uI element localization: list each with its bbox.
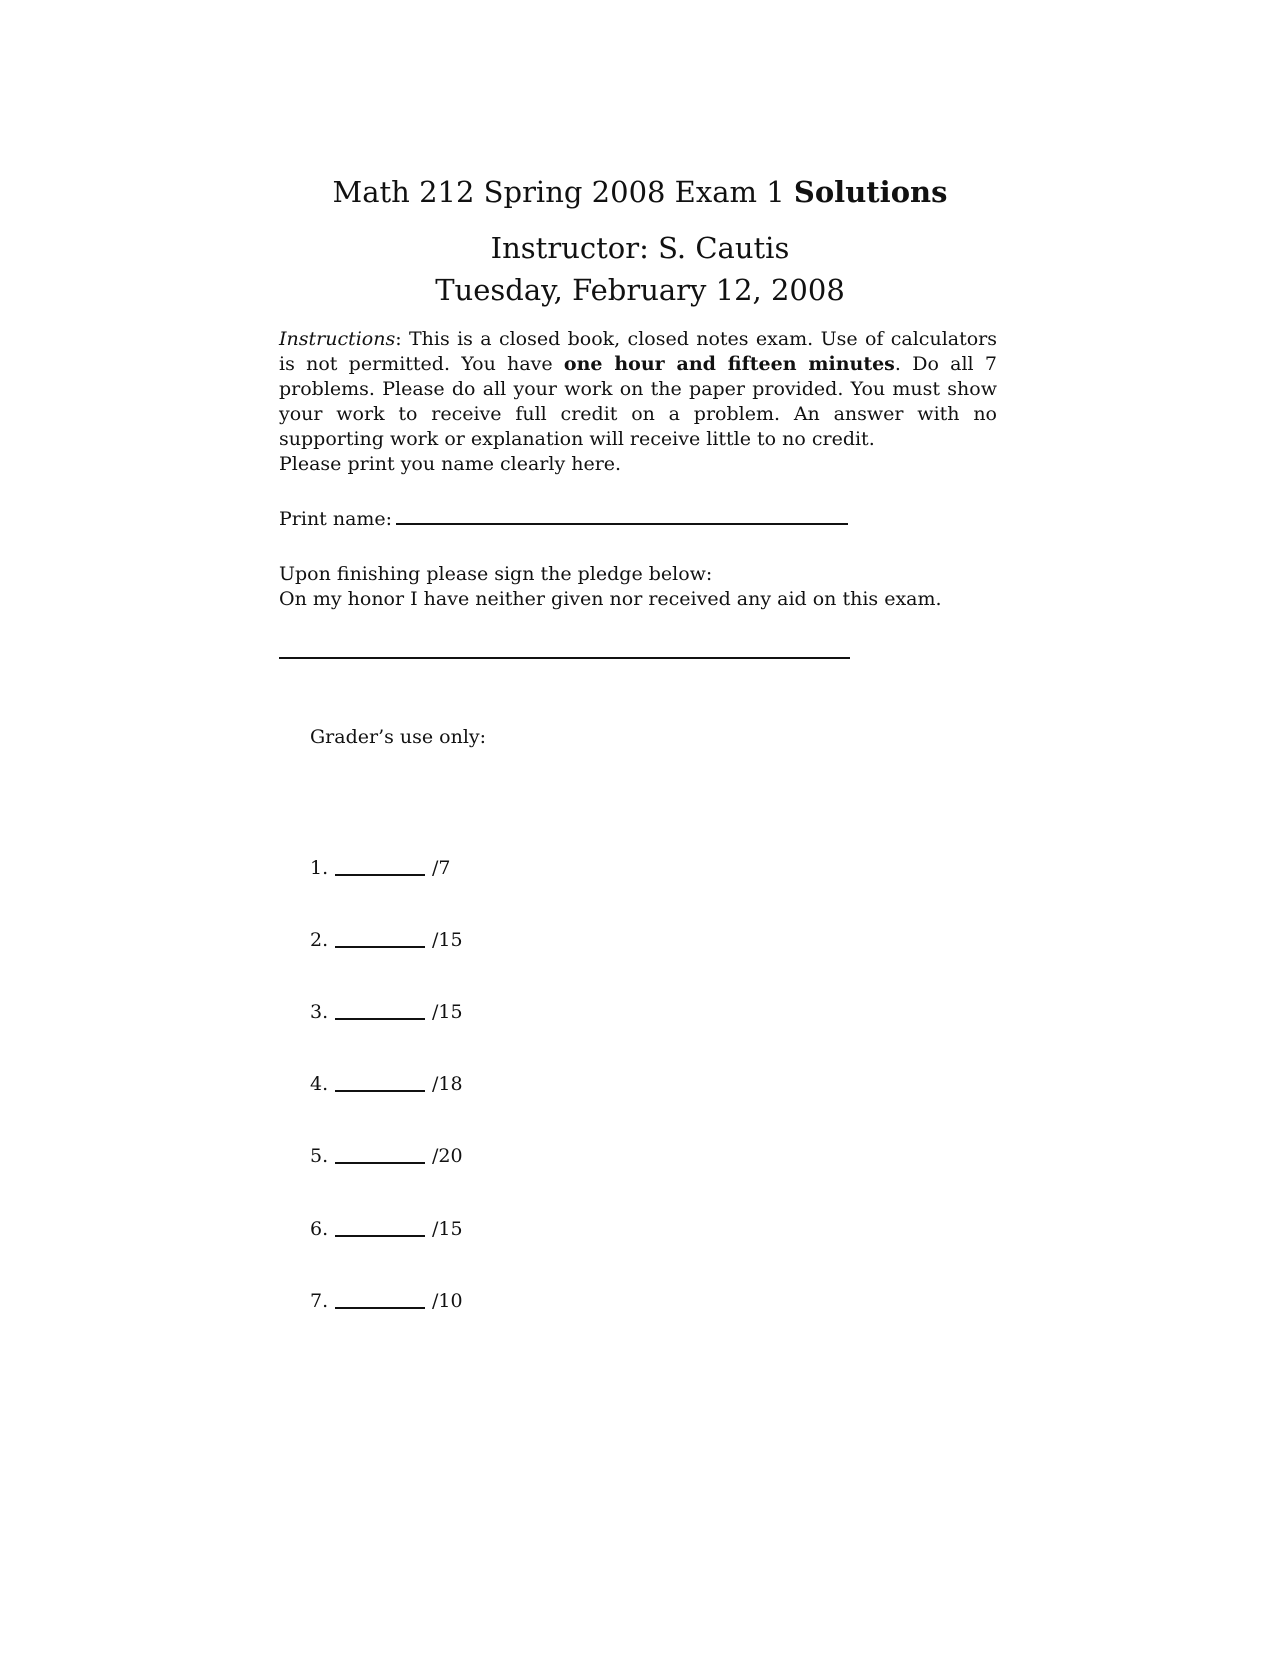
instructions-text-2: . Do all 7 problems. Please do all your work on the paper provided. You must show your work to receive full credit on a problem. An answer with no supporting work or explanation will receive little to no credit.: [279, 353, 997, 450]
problem-number: 1.: [310, 857, 329, 879]
problem-number: 4.: [310, 1073, 329, 1095]
max-points: /15: [432, 1218, 463, 1240]
instructions-time-limit: one hour and fifteen minutes: [563, 353, 895, 375]
print-name-label: Print name:: [279, 508, 393, 530]
max-points: /15: [432, 929, 463, 951]
max-points: /10: [432, 1290, 463, 1312]
print-name-request: Please print you name clearly here.: [279, 453, 622, 475]
score-blank[interactable]: [335, 1090, 425, 1092]
print-name-field[interactable]: [396, 523, 848, 525]
max-points: /18: [432, 1073, 463, 1095]
problem-number: 6.: [310, 1218, 329, 1240]
score-blank[interactable]: [335, 1018, 425, 1020]
exam-title: [0, 175, 1280, 209]
problem-number: 2.: [310, 929, 329, 951]
max-points: /20: [432, 1145, 463, 1167]
instructions-paragraph: [279, 327, 997, 452]
exam-title-main: Math 212 Spring 2008 Exam 1: [332, 175, 794, 209]
problem-number: 7.: [310, 1290, 329, 1312]
max-points: /15: [432, 1001, 463, 1023]
score-blank[interactable]: [335, 1162, 425, 1164]
score-blank[interactable]: [335, 946, 425, 948]
exam-title-solutions: Solutions: [793, 175, 948, 209]
problem-number: 5.: [310, 1145, 329, 1167]
grader-use-label: Grader’s use only:: [310, 726, 487, 748]
instructions-block: [279, 327, 997, 477]
problem-number: 3.: [310, 1001, 329, 1023]
instructions-label: Instructions: [279, 328, 396, 350]
score-blank[interactable]: [335, 1307, 425, 1309]
instructor-line: Instructor: S. Cautis: [490, 231, 790, 265]
pledge-block: [279, 562, 942, 612]
exam-date: Tuesday, February 12, 2008: [435, 273, 845, 307]
instructions-text-1: : This is a closed book, closed notes exam. Use of calculators is not permitted. You have: [279, 328, 997, 375]
score-blank[interactable]: [335, 1235, 425, 1237]
pledge-statement: On my honor I have neither given nor received any aid on this exam.: [279, 588, 942, 610]
pledge-instruction: Upon finishing please sign the pledge below:: [279, 563, 713, 585]
max-points: /7: [432, 857, 451, 879]
score-blank[interactable]: [335, 874, 425, 876]
signature-field[interactable]: [279, 657, 850, 659]
